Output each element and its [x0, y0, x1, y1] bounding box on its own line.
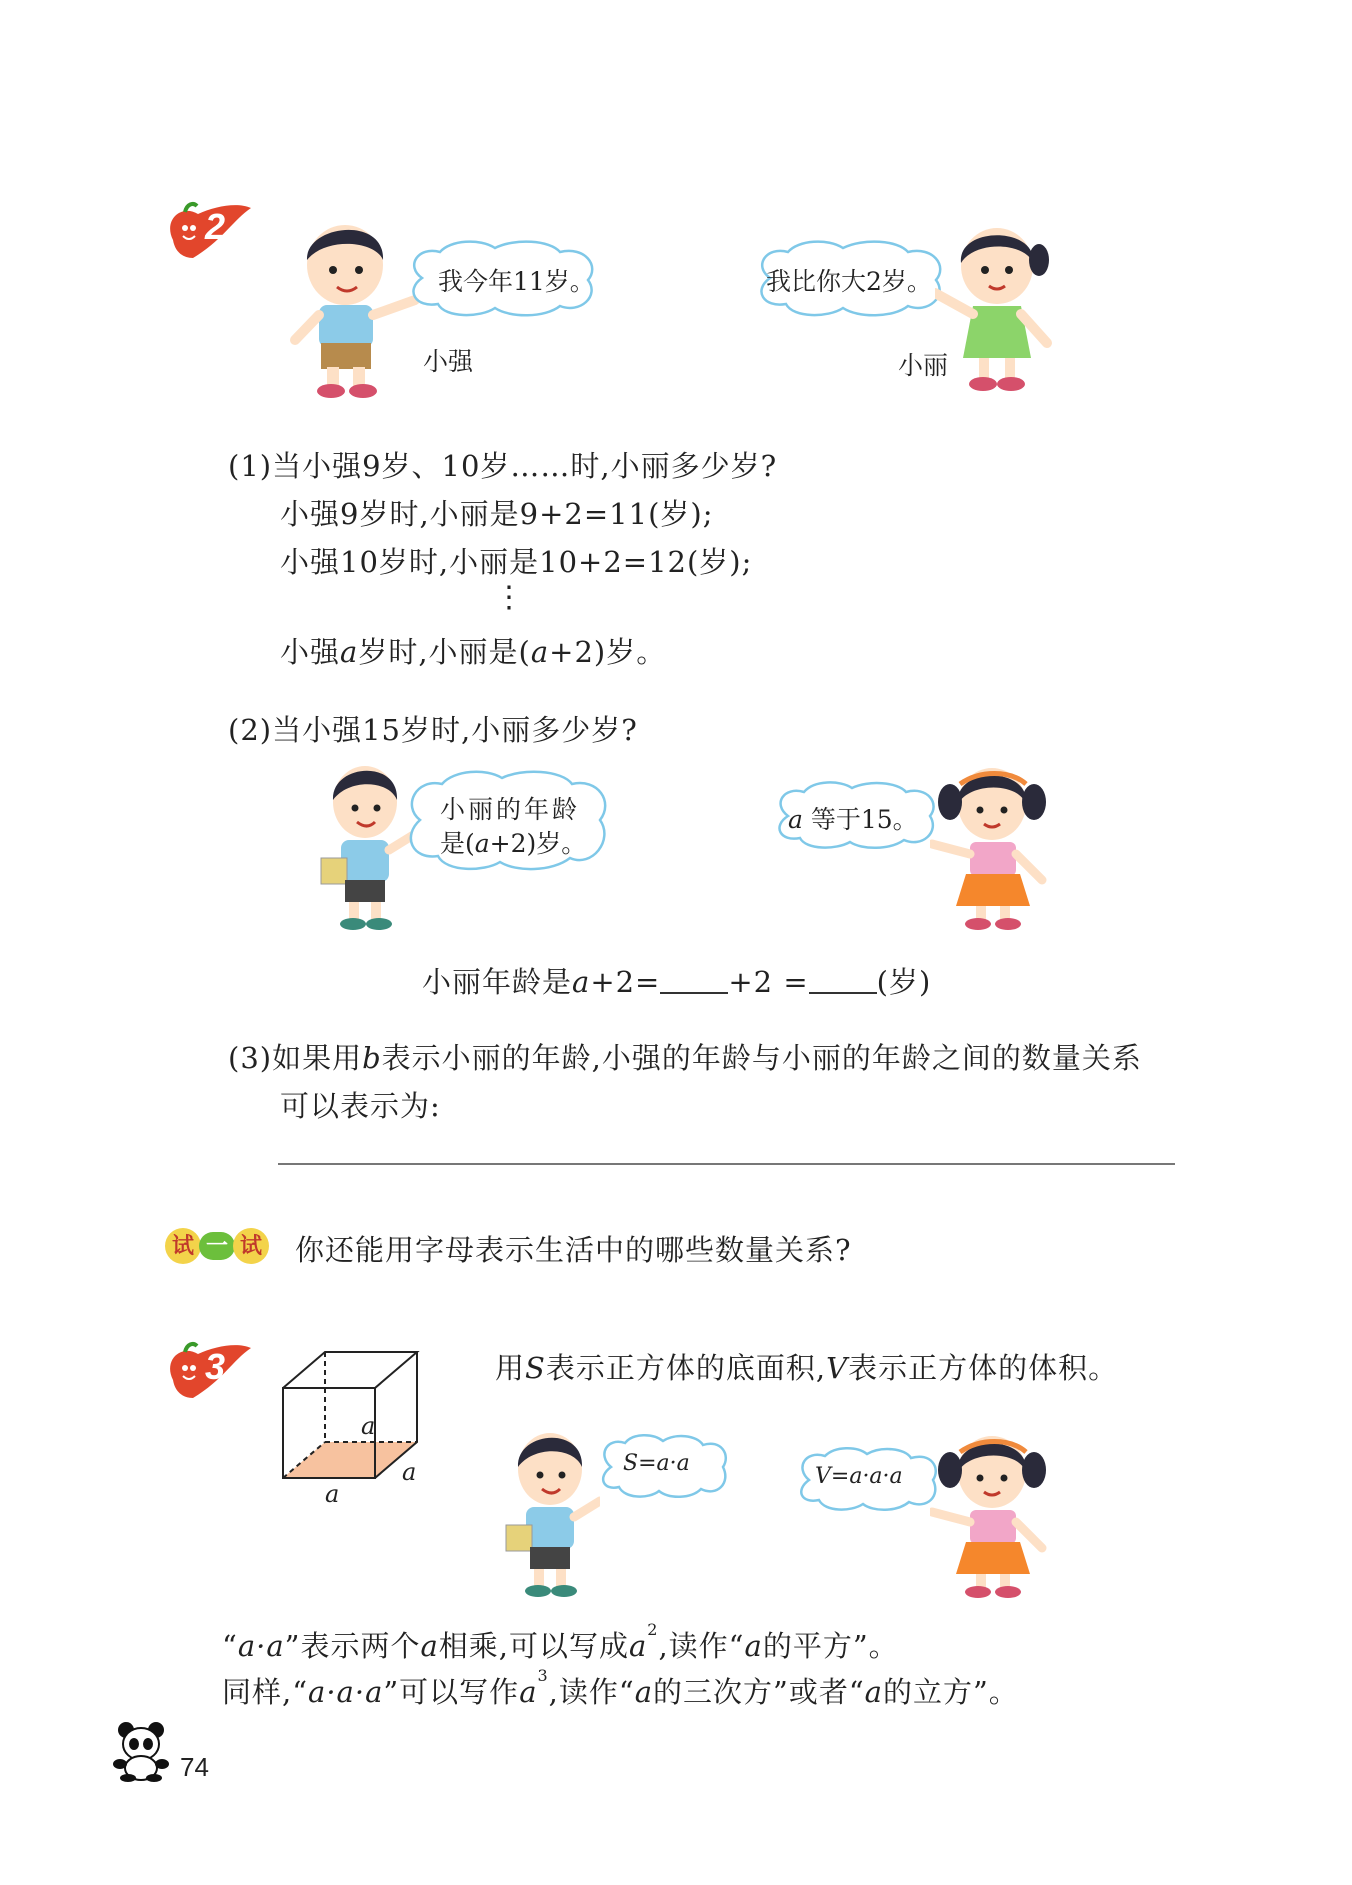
- variable: a: [519, 1675, 538, 1709]
- variable: a: [474, 829, 490, 858]
- cube-label-depth: a: [402, 1458, 417, 1486]
- girl-name: 小丽: [898, 351, 949, 380]
- text-segment: +2)岁。: [489, 829, 587, 858]
- text-segment: 用: [495, 1351, 526, 1385]
- text-segment: (岁): [876, 965, 932, 999]
- answer-line-2: 小强10岁时,小丽是10+2=12(岁);: [280, 545, 753, 579]
- text-segment: 岁时,小丽是(: [358, 635, 531, 669]
- variable: a: [420, 1629, 439, 1663]
- exponent: 3: [537, 1666, 549, 1685]
- text-segment: 小强: [280, 635, 341, 669]
- text-segment: 小丽年龄是: [422, 965, 573, 999]
- text-segment: 等于15。: [810, 805, 918, 834]
- cube-diagram: [275, 1342, 435, 1508]
- boy-speech-text: 我今年11岁。: [438, 267, 595, 296]
- speech-bubble: [793, 1446, 941, 1512]
- answer-line-3: [280, 630, 666, 671]
- question-2: (2)当小强15岁时,小丽多少岁?: [228, 713, 638, 747]
- text-segment: 表示正方体的底面积,: [545, 1351, 827, 1385]
- question-3-line-1: [228, 1036, 1142, 1077]
- question-1: (1)当小强9岁、10岁……时,小丽多少岁?: [228, 449, 778, 483]
- text-segment: 是(: [440, 829, 475, 858]
- text-segment: 表示正方体的体积。: [848, 1351, 1119, 1385]
- explanation-line-1: [222, 1620, 899, 1665]
- text-segment: ,读作“: [658, 1629, 745, 1663]
- boy-name: 小强: [423, 347, 474, 376]
- question-3-line-2: 可以表示为:: [280, 1089, 441, 1123]
- variable: a: [340, 635, 359, 669]
- example-3-marker: [163, 1340, 253, 1406]
- text-segment: +2=: [590, 965, 661, 999]
- text-segment: 相乘,可以写成: [438, 1629, 629, 1663]
- speech-bubble: [595, 1433, 730, 1499]
- text-segment: 的立方”。: [882, 1675, 1019, 1709]
- answer-line[interactable]: [278, 1163, 1175, 1165]
- text-segment: “: [222, 1629, 238, 1663]
- variable: a: [634, 1675, 654, 1709]
- girl-illustration: [930, 1428, 1060, 1603]
- text-segment: 表示小丽的年龄,小强的年龄与小丽的年龄之间的数量关系: [381, 1041, 1142, 1075]
- text-segment: 的平方”。: [762, 1629, 899, 1663]
- variable: a: [864, 1675, 883, 1709]
- variable: a·a: [237, 1629, 285, 1663]
- variable: a: [744, 1629, 763, 1663]
- girl-illustration: [930, 760, 1060, 935]
- answer-blank[interactable]: [660, 968, 728, 994]
- page-number: 74: [180, 1752, 209, 1782]
- girl-speech-text: V=a·a·a: [815, 1464, 903, 1489]
- example-number: 2: [205, 206, 226, 247]
- cube-label-width: a: [325, 1480, 340, 1508]
- example-number: 3: [205, 1346, 226, 1387]
- try-it-text: 你还能用字母表示生活中的哪些数量关系?: [295, 1233, 852, 1267]
- speech-bubble: [400, 768, 615, 873]
- speech-bubble: [770, 780, 940, 850]
- boy-speech-line-1: 小丽的年龄: [440, 795, 581, 824]
- text-segment: ”可以写作: [383, 1675, 520, 1709]
- badge-char: 试: [165, 1228, 201, 1264]
- panda-icon: [112, 1720, 170, 1782]
- exponent: 2: [647, 1620, 659, 1639]
- variable: a·a·a: [308, 1675, 384, 1709]
- vertical-ellipsis: ⋮: [494, 580, 525, 615]
- girl-speech-text: 我比你大2岁。: [766, 267, 932, 296]
- variable: a: [788, 805, 803, 834]
- badge-char: 一: [199, 1232, 235, 1260]
- variable: a: [628, 1629, 648, 1663]
- text-segment: (3)如果用: [228, 1041, 363, 1075]
- text-segment: +2)岁。: [549, 635, 667, 669]
- variable: V: [826, 1351, 849, 1385]
- badge-char: 试: [233, 1228, 269, 1264]
- speech-bubble: [400, 238, 605, 318]
- answer-line-1: 小强9岁时,小丽是9+2=11(岁);: [280, 497, 714, 531]
- boy-speech-line-2: [440, 824, 586, 860]
- example-2-marker: [163, 200, 253, 266]
- girl-illustration: [935, 218, 1060, 398]
- formula-line: [422, 960, 931, 1001]
- boy-illustration: [500, 1425, 600, 1600]
- boy-speech-text: S=a·a: [623, 1451, 690, 1476]
- variable: a: [530, 635, 550, 669]
- variable: a: [572, 965, 591, 999]
- text-segment: +2 =: [728, 965, 809, 999]
- text-segment: ”表示两个: [284, 1629, 421, 1663]
- text-segment: 同样,“: [222, 1675, 309, 1709]
- cube-label-height: a: [361, 1412, 376, 1440]
- text-segment: ,读作“: [548, 1675, 635, 1709]
- explanation-line-2: [222, 1666, 1019, 1711]
- girl-speech-text: [788, 800, 918, 836]
- variable: S: [525, 1351, 546, 1385]
- example-3-intro: [495, 1346, 1118, 1387]
- answer-blank[interactable]: [809, 968, 877, 994]
- variable: b: [362, 1041, 382, 1075]
- text-segment: 的三次方”或者“: [653, 1675, 865, 1709]
- speech-bubble: [748, 238, 953, 318]
